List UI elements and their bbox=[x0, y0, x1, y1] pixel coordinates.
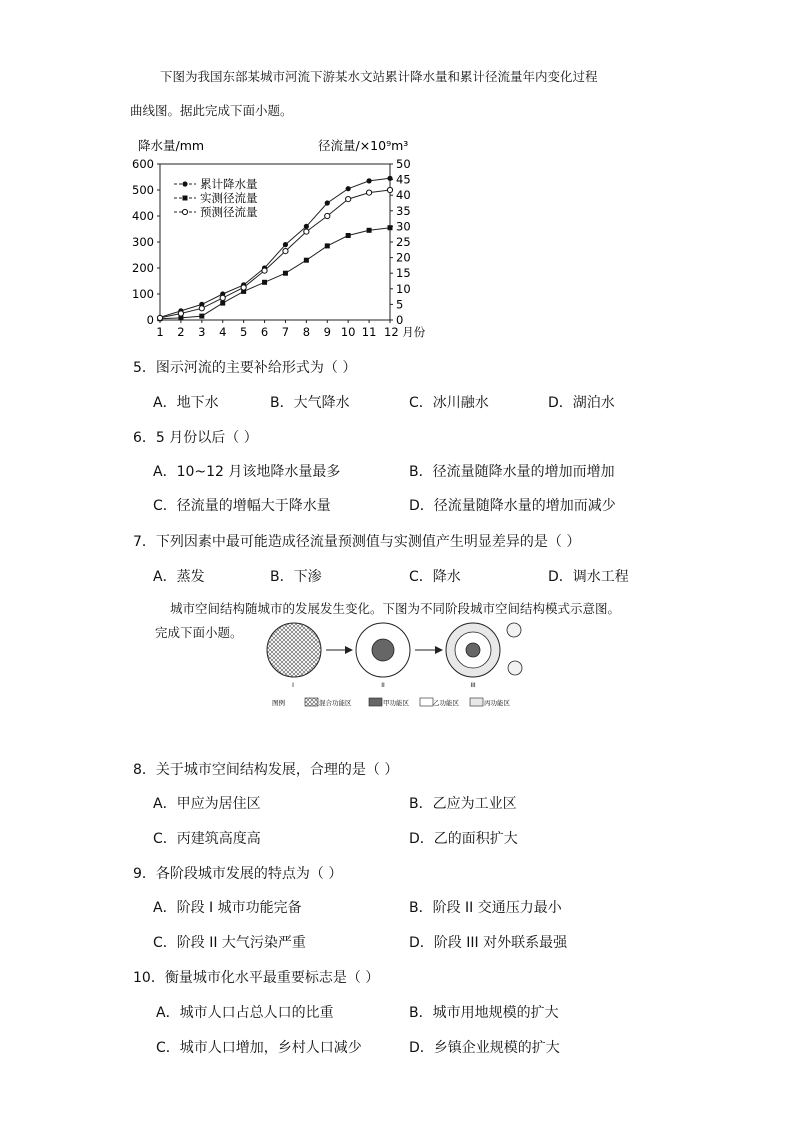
q5-option-d: D．湖泊水 bbox=[548, 395, 615, 411]
q10-option-a: A．城市人口占总人口的比重 bbox=[156, 1005, 334, 1021]
q7-option-d: D．调水工程 bbox=[548, 569, 629, 585]
x-tick-label: 8 bbox=[302, 325, 311, 339]
x-tick-label: 6 bbox=[260, 325, 269, 339]
stage-1-label: I bbox=[292, 682, 294, 689]
x-tick-label: 1 bbox=[156, 325, 164, 339]
right-tick-label: 10 bbox=[396, 281, 411, 296]
right-tick-label: 40 bbox=[396, 188, 411, 203]
left-tick-label: 600 bbox=[132, 157, 154, 171]
series-point-1 bbox=[220, 301, 225, 306]
series-point-1 bbox=[325, 243, 330, 248]
q8-option-c: C．丙建筑高度高 bbox=[153, 831, 261, 847]
q9-option-a: A．阶段 I 城市功能完备 bbox=[153, 900, 302, 916]
q8-option-b: B．乙应为工业区 bbox=[409, 796, 517, 812]
series-point-1 bbox=[367, 228, 372, 233]
urban-structure-diagram bbox=[262, 614, 542, 714]
legend-swatch-mixed bbox=[305, 698, 318, 706]
question-8: 8．关于城市空间结构发展，合理的是（ ） bbox=[133, 762, 399, 778]
legend-label: 累计降水量 bbox=[200, 177, 258, 191]
intro-line: 城市空间结构随城市的发展发生变化。下图为不同阶段城市空间结构模式示意图。 bbox=[170, 601, 621, 616]
series-point-2 bbox=[220, 295, 225, 300]
q7-option-c: C．降水 bbox=[409, 569, 461, 585]
x-tick-label: 12 月份 bbox=[384, 325, 426, 339]
series-point-0 bbox=[283, 242, 288, 247]
right-tick-label: 30 bbox=[396, 219, 411, 234]
plot-frame bbox=[160, 164, 390, 320]
q9-option-c: C．阶段 II 大气污染严重 bbox=[153, 935, 306, 951]
series-point-2 bbox=[304, 229, 309, 234]
q9-option-d: D．阶段 III 对外联系最强 bbox=[409, 935, 568, 951]
x-tick-label: 5 bbox=[239, 325, 248, 339]
legend-label-mixed: 混合功能区 bbox=[319, 699, 352, 707]
stage-2-label: II bbox=[381, 682, 385, 689]
intro-line: 下图为我国东部某城市河流下游某水文站累计降水量和累计径流量年内变化过程 bbox=[160, 69, 598, 84]
right-tick-label: 0 bbox=[396, 313, 404, 327]
left-tick-label: 200 bbox=[132, 261, 154, 275]
q5-option-b: B．大气降水 bbox=[270, 395, 350, 411]
q6-option-c: C．径流量的增幅大于降水量 bbox=[153, 498, 331, 514]
intro-text-1b bbox=[130, 94, 293, 128]
intro-line: 曲线图。据此完成下面小题。 bbox=[130, 103, 293, 118]
stage-3-core bbox=[466, 643, 480, 657]
left-tick-label: 0 bbox=[146, 313, 154, 327]
x-tick-label: 3 bbox=[198, 325, 206, 339]
series-point-0 bbox=[366, 178, 371, 183]
stage-2-core bbox=[372, 639, 394, 661]
legend-marker bbox=[182, 209, 187, 214]
question-6: 6．5 月份以后（ ） bbox=[133, 430, 258, 446]
left-tick-label: 500 bbox=[132, 183, 154, 197]
series-point-1 bbox=[304, 258, 309, 263]
legend-label: 预测径流量 bbox=[200, 205, 258, 219]
q8-option-d: D．乙的面积扩大 bbox=[409, 831, 518, 847]
right-tick-label: 50 bbox=[396, 157, 411, 171]
series-point-1 bbox=[199, 314, 204, 319]
series-point-2 bbox=[366, 190, 371, 195]
series-point-2 bbox=[241, 285, 246, 290]
right-tick-label: 35 bbox=[396, 203, 411, 218]
series-point-2 bbox=[199, 306, 204, 311]
precipitation-runoff-chart bbox=[120, 128, 440, 350]
q6-option-b: B．径流量随降水量的增加而增加 bbox=[409, 464, 615, 480]
q5-option-a: A．地下水 bbox=[153, 395, 219, 411]
series-line-1 bbox=[160, 228, 390, 319]
series-point-1 bbox=[346, 233, 351, 238]
series-point-0 bbox=[304, 224, 309, 229]
satellite-town-2 bbox=[508, 661, 522, 675]
x-tick-label: 10 bbox=[340, 325, 356, 339]
q10-option-b: B．城市用地规模的扩大 bbox=[409, 1005, 559, 1021]
series-point-1 bbox=[283, 271, 288, 276]
series-line-2 bbox=[160, 190, 390, 318]
series-point-2 bbox=[325, 213, 330, 218]
legend-label: 实测径流量 bbox=[200, 191, 258, 205]
intro-text-1 bbox=[160, 60, 598, 94]
intro-text-2b bbox=[155, 616, 243, 650]
question-7: 7．下列因素中最可能造成径流量预测值与实测值产生明显差异的是（ ） bbox=[133, 534, 581, 550]
x-tick-label: 7 bbox=[281, 325, 290, 339]
series-point-2 bbox=[387, 187, 392, 192]
series-point-1 bbox=[262, 280, 267, 285]
series-point-0 bbox=[325, 200, 330, 205]
legend-swatch-jia bbox=[369, 698, 382, 706]
x-tick-label: 4 bbox=[219, 325, 227, 339]
left-tick-label: 100 bbox=[132, 287, 154, 301]
x-tick-label: 2 bbox=[177, 325, 185, 339]
series-point-0 bbox=[387, 176, 392, 181]
series-point-2 bbox=[157, 315, 162, 320]
x-tick-label: 9 bbox=[323, 325, 331, 339]
q7-option-a: A．蒸发 bbox=[153, 569, 205, 585]
intro-line: 完成下面小题。 bbox=[155, 625, 243, 640]
right-tick-label: 20 bbox=[396, 250, 411, 265]
series-line-0 bbox=[160, 178, 390, 317]
x-tick-label: 11 bbox=[361, 325, 377, 339]
series-point-0 bbox=[346, 186, 351, 191]
stage-1-circle bbox=[267, 623, 321, 677]
right-tick-label: 25 bbox=[396, 235, 411, 249]
q5-option-c: C．冰川融水 bbox=[409, 395, 489, 411]
series-point-1 bbox=[388, 225, 393, 230]
left-axis-title: 降水量/mm bbox=[138, 138, 205, 153]
q8-option-a: A．甲应为居住区 bbox=[153, 796, 261, 812]
left-tick-label: 300 bbox=[132, 235, 154, 249]
legend-swatch-yi bbox=[420, 698, 433, 706]
legend-title: 图例 bbox=[272, 699, 285, 707]
q9-option-b: B．阶段 II 交通压力最小 bbox=[409, 900, 562, 916]
series-point-2 bbox=[262, 268, 267, 273]
legend-marker bbox=[183, 196, 188, 201]
right-tick-label: 15 bbox=[396, 266, 411, 281]
right-tick-label: 5 bbox=[396, 297, 404, 312]
q6-option-a: A．10~12 月该地降水量最多 bbox=[153, 464, 341, 480]
question-10: 10．衡量城市化水平最重要标志是（ ） bbox=[133, 970, 380, 986]
legend-marker bbox=[182, 181, 187, 186]
left-tick-label: 400 bbox=[132, 209, 154, 223]
right-axis-title: 径流量/×10⁹m³ bbox=[318, 138, 409, 153]
q10-option-c: C．城市人口增加，乡村人口减少 bbox=[156, 1040, 362, 1056]
series-point-2 bbox=[178, 311, 183, 316]
right-tick-label: 45 bbox=[396, 172, 411, 187]
series-point-2 bbox=[346, 197, 351, 202]
legend-label-jia: 甲功能区 bbox=[383, 699, 409, 707]
series-point-2 bbox=[283, 249, 288, 254]
question-5: 5．图示河流的主要补给形式为（ ） bbox=[133, 360, 357, 376]
question-9: 9．各阶段城市发展的特点为（ ） bbox=[133, 866, 343, 882]
legend-swatch-bing bbox=[470, 698, 483, 706]
legend-label-bing: 丙功能区 bbox=[484, 699, 510, 707]
q10-option-d: D．乡镇企业规模的扩大 bbox=[409, 1040, 560, 1056]
q7-option-b: B．下渗 bbox=[270, 569, 322, 585]
satellite-town-1 bbox=[507, 623, 521, 637]
q6-option-d: D．径流量随降水量的增加而减少 bbox=[409, 498, 616, 514]
stage-3-label: III bbox=[470, 682, 476, 689]
legend-label-yi: 乙功能区 bbox=[433, 699, 459, 707]
